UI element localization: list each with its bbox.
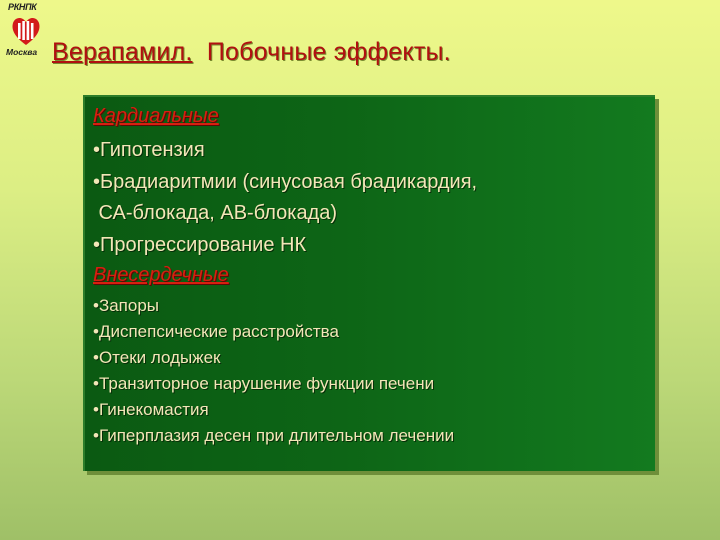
list-item: •Прогрессирование НК xyxy=(93,234,307,256)
noncardiac-heading: Внесердечные xyxy=(93,264,229,286)
list-item: •Брадиаритмии (синусовая брадикардия, xyxy=(93,171,478,193)
list-item: •Гипотензия xyxy=(93,139,205,161)
list-item: СА-блокада, АВ-блокада) xyxy=(93,202,338,224)
list-item: •Отеки лодыжек xyxy=(93,348,221,367)
list-item: •Транзиторное нарушение функции печени xyxy=(93,374,435,393)
title-subject: Побочные эффекты. xyxy=(206,38,451,66)
heart-hands-logo-icon xyxy=(10,14,42,48)
organization-logo xyxy=(6,2,46,60)
list-item: •Гинекомастия xyxy=(93,400,209,419)
list-item: •Диспепсические расстройства xyxy=(93,322,339,341)
content-panel xyxy=(83,95,655,471)
list-item: •Гиперплазия десен при длительном лечении xyxy=(93,426,455,445)
logo-bottom-text: Москва xyxy=(6,47,38,57)
title-drug-name: Верапамил. xyxy=(52,38,193,66)
page-title xyxy=(52,38,451,67)
logo-top-text: РКНПК xyxy=(8,2,37,12)
list-item: •Запоры xyxy=(93,296,160,315)
cardiac-heading: Кардиальные xyxy=(93,105,219,127)
